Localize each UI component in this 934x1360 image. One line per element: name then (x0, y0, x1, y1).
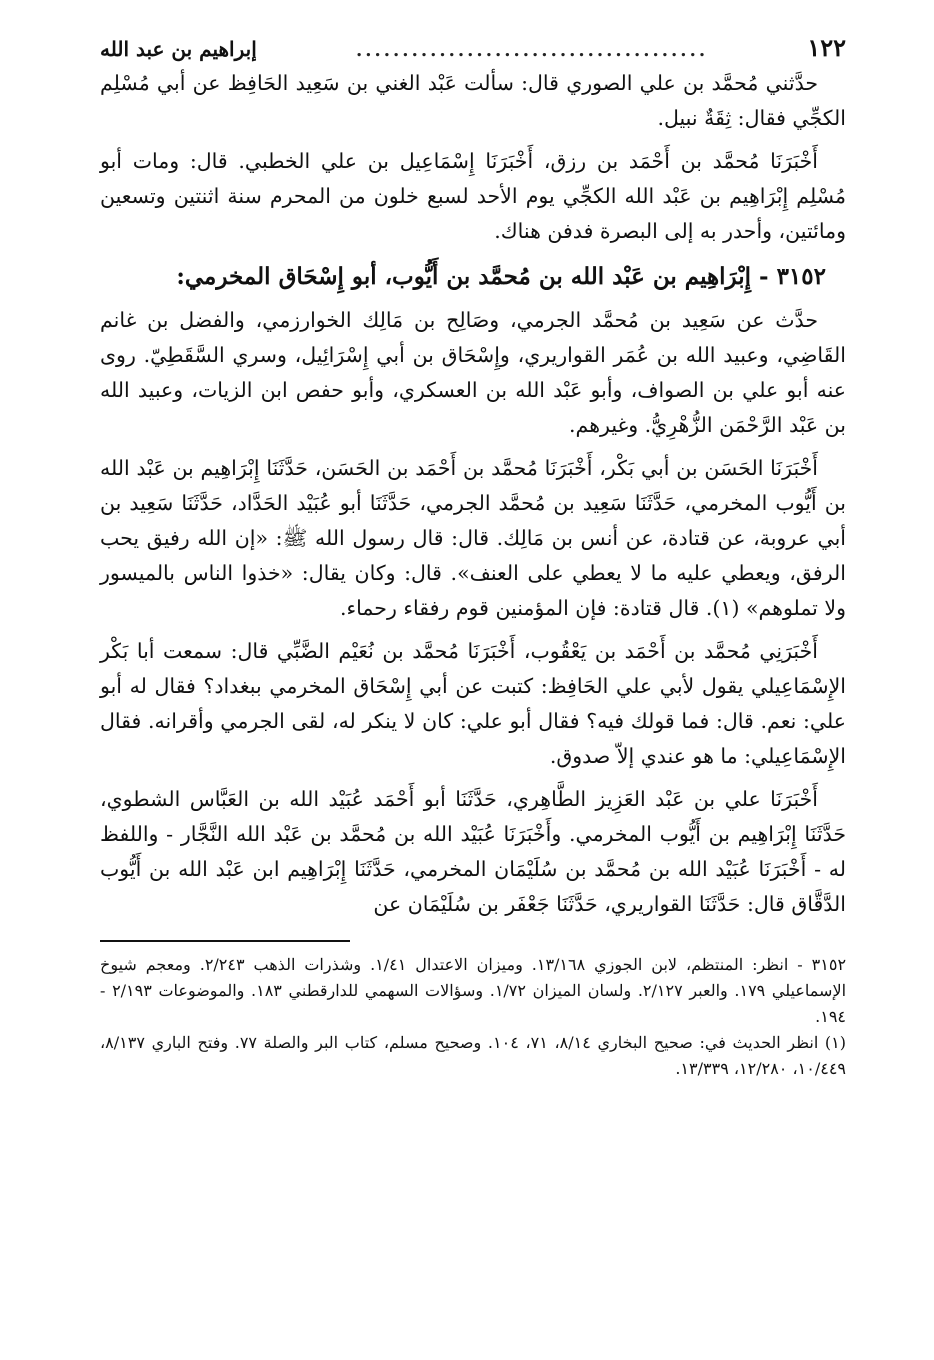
paragraph-5: أَخْبَرَنِي مُحمَّد بن أَحْمَد بن يَعْقُوب، أَخْبَرَنَا مُحمَّد بن نُعَيْم الضَّبِّي قال: سمعت أبا بَكْر الإِسْمَاعِيلي يقول لأبي علي الحَافِظ: كتبت عن أبي إِسْحَاق المخرمي ببغداد؟ فقال له أبو علي: نعم. قال: فما قولك فيه؟ فقال أبو علي: كان لا ينكر له، لقى الجرمي وأقرانه. فقال الإِسْمَاعِيلي: ما هو عندي إلاّ صدوق. (100, 639, 846, 768)
header-leader-dots: ...................................... (355, 40, 709, 61)
paragraph-3: حدَّث عن سَعِيد بن مُحمَّد الجرمي، وصَالِح بن مَالِك الخوارزمي، والفضل بن غانم القَاضِي، وعبيد الله بن عُمَر القواريري، وإِسْحَاق بن أبي إِسْرَائِيل، وسري السَّقَطِيّ. روى عنه أبو علي بن الصواف، وأبو عَبْد الله بن العسكري، وأبو حفص ابن الزيات، وعبيد الله بن عَبْد الرَّحْمَن الزُّهْرِيُّ. وغيرهم. (100, 308, 846, 437)
page-number: ١٢٢ (807, 33, 846, 62)
footnote-hadith: (١) انظر الحديث في: صحيح البخاري ٨/١٤، ٧١، ١٠٤. وصحيح مسلم، كتاب البر والصلة ٧٧. وفتح الباري ٨/١٣٧، ١٠/٤٤٩، ١٢/٢٨٠، ١٣/٣٣٩. (100, 1033, 847, 1078)
running-title: إبراهيم بن عبد الله (100, 37, 257, 61)
footnote-separator (100, 940, 350, 942)
page-header (100, 30, 846, 66)
paragraph-1: حدَّثني مُحمَّد بن علي الصوري قال: سألت عَبْد الغني بن سَعِيد الحَافِظ عن أبي مُسْلِم الكجِّي فقال: ثِقَةٌ نبيل. (100, 71, 846, 130)
footnote-sources: ٣١٥٢ - انظر: المنتظم، لابن الجوزي ١٣/١٦٨. وميزان الاعتدال ١/٤١. وشذرات الذهب ٢/٢٤٣. ومعجم شيوخ الإسماعيلي ١٧٩. والعبر ٢/١٢٧. ولسان الميزان ١/٧٢. وسؤالات السهمي للدارقطني ١٨٣. والموضوعات ٢/١٩٣ - ١٩٤. (100, 955, 847, 1026)
document-page (100, 30, 846, 1082)
paragraph-6: أَخْبَرَنَا علي بن عَبْد العَزِيز الطَّاهِري، حَدَّثَنَا أبو أَحْمَد عُبَيْد الله بن العَبَّاس الشطوي، حَدَّثَنَا إِبْرَاهِيم بن أَيُّوب المخرمي. وأَخْبَرَنَا عُبَيْد الله بن مُحمَّد بن عَبْد الله النَّجَّار - واللفظ له - أَخْبَرَنَا عُبَيْد الله بن مُحمَّد بن سُلَيْمَان المخرمي، حَدَّثَنَا إِبْرَاهِيم ابن عَبْد الله بن أَيُّوب الدَّقَّاق قال: حَدَّثَنَا القواريري، حَدَّثَنَا جَعْفَر بن سُلَيْمَان عن (100, 787, 846, 916)
paragraph-4: أَخْبَرَنَا الحَسَن بن أبي بَكْر، أَخْبَرَنَا مُحمَّد بن أَحْمَد بن الحَسَن، حَدَّثَنَا إِبْرَاهِيم بن عَبْد الله بن أَيُّوب المخرمي، حَدَّثَنَا سَعِيد بن مُحمَّد الجرمي، حَدَّثَنَا أبو عُبَيْد الحَدَّاد، حَدَّثَنَا سَعِيد بن أبي عروبة، عن قتادة، عن أنس بن مَالِك. قال: قال رسول الله ﷺ: «إن الله رفيق يحب الرفق، ويعطي عليه ما لا يعطي على العنف». قال: وكان يقال: «خذوا الناس بالميسور ولا تملوهم» (١). قال قتادة: فإن المؤمنين قوم رفقاء رحماء. (100, 456, 846, 620)
footnotes (100, 952, 846, 1082)
paragraph-2: أَخْبَرَنَا مُحمَّد بن أَحْمَد بن رزق، أَخْبَرَنَا إِسْمَاعِيل بن علي الخطبي. قال: ومات أبو مُسْلِم إِبْرَاهِيم بن عَبْد الله الكجِّي يوم الأحد لسبع خلون من المحرم سنة اثنتين وتسعين ومائتين، وأحدر به إلى البصرة فدفن هناك. (100, 149, 846, 243)
entry-heading: ٣١٥٢ - إِبْرَاهِيم بن عَبْد الله بن مُحمَّد بن أَيُّوب، أبو إِسْحَاق المخرمي: (176, 263, 826, 290)
